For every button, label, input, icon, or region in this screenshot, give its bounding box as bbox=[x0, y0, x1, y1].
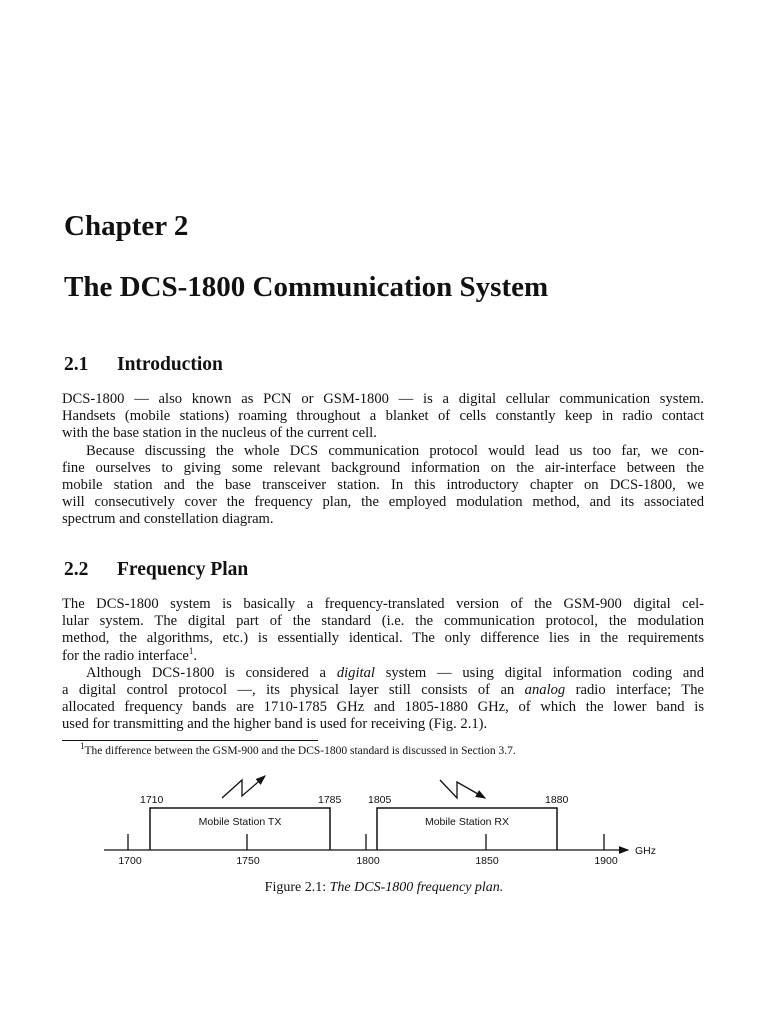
figure-caption bbox=[0, 880, 768, 896]
footnote-rule bbox=[62, 740, 318, 741]
section-heading-introduction bbox=[64, 354, 223, 376]
text-line: DCS-1800 — also known as PCN or GSM-1800 — is a digital cellular communication system. bbox=[62, 391, 704, 407]
rx-band-label: Mobile Station RX bbox=[424, 816, 510, 828]
introduction-text bbox=[62, 391, 704, 529]
footnote-text: The difference between the GSM-900 and the DCS-1800 standard is discussed in Section 3.7. bbox=[84, 745, 516, 757]
axis-tick-label: 1700 bbox=[118, 855, 142, 867]
text-line: mobile station and the base transceiver station. In this introductory chapter on DCS-1800, we bbox=[62, 477, 704, 494]
footnote-marker[interactable]: 1 bbox=[188, 645, 194, 656]
frequency-plan-figure bbox=[100, 768, 668, 878]
section-title: Introduction bbox=[117, 354, 223, 375]
axis-unit-label: GHz bbox=[635, 845, 656, 857]
text-line: lular system. The digital part of the standard (i.e. the communication protocol, the modulation bbox=[62, 613, 704, 630]
section-number: 2.1 bbox=[64, 354, 89, 375]
footnote bbox=[80, 741, 516, 757]
rx-arrow-icon bbox=[440, 780, 485, 798]
text-line: Handsets (mobile stations) roaming throughout a blanket of cells constantly keep in radio contact bbox=[62, 408, 704, 425]
text-line: Because discussing the whole DCS communication protocol would lead us too far, we con- bbox=[86, 442, 704, 459]
caption-prefix: Figure 2.1: bbox=[264, 880, 327, 895]
text-line: fine ourselves to giving some relevant background information on the air-interface between the bbox=[62, 459, 704, 476]
chapter-title: The DCS-1800 Communication System bbox=[64, 271, 549, 303]
text-line: method, the algorithms, etc.) is essentially identical. The only difference lies in the requirements bbox=[62, 630, 704, 647]
band-edge-1805: 1805 bbox=[368, 794, 392, 806]
text-line: used for transmitting and the higher band is used for receiving (Fig. 2.1). bbox=[62, 716, 488, 733]
text-line: allocated frequency bands are 1710-1785 GHz and 1805-1880 GHz, of which the lower band is bbox=[62, 699, 704, 716]
tx-band-label: Mobile Station TX bbox=[198, 816, 282, 828]
section-number: 2.2 bbox=[64, 559, 89, 580]
section-title: Frequency Plan bbox=[117, 559, 249, 580]
chapter-label: Chapter 2 bbox=[64, 210, 189, 242]
caption-text: The DCS-1800 frequency plan. bbox=[329, 880, 504, 895]
axis-tick-label: 1850 bbox=[475, 855, 499, 867]
rx-band-box bbox=[377, 808, 557, 850]
axis-tick-label: 1900 bbox=[594, 855, 618, 867]
tx-band-box bbox=[150, 808, 330, 850]
text-line: with the base station in the nucleus of the current cell. bbox=[62, 425, 377, 442]
text-line: for the radio interface$^1$. bbox=[62, 645, 197, 664]
band-edge-1785: 1785 bbox=[318, 794, 342, 806]
frequency-plan-text bbox=[62, 596, 704, 734]
band-edge-1710: 1710 bbox=[140, 794, 164, 806]
band-edge-1880: 1880 bbox=[545, 794, 569, 806]
text-line: will consecutively cover the frequency plan, the employed modulation method, and its associated bbox=[62, 494, 704, 511]
text-line: The DCS-1800 system is basically a frequency-translated version of the GSM-900 digital cel- bbox=[62, 596, 704, 612]
text-line: spectrum and constellation diagram. bbox=[62, 511, 274, 528]
section-heading-frequency-plan bbox=[64, 559, 248, 581]
axis-tick-label: 1750 bbox=[236, 855, 260, 867]
text-line: a digital control protocol —, its physical layer still consists of an analog radio interface; The bbox=[62, 682, 704, 699]
tx-arrow-icon bbox=[222, 776, 265, 798]
axis-tick-label: 1800 bbox=[356, 855, 380, 867]
text-line: Although DCS-1800 is considered a digital system — using digital information coding and bbox=[86, 664, 704, 681]
footnote-number: 1 bbox=[80, 741, 85, 752]
